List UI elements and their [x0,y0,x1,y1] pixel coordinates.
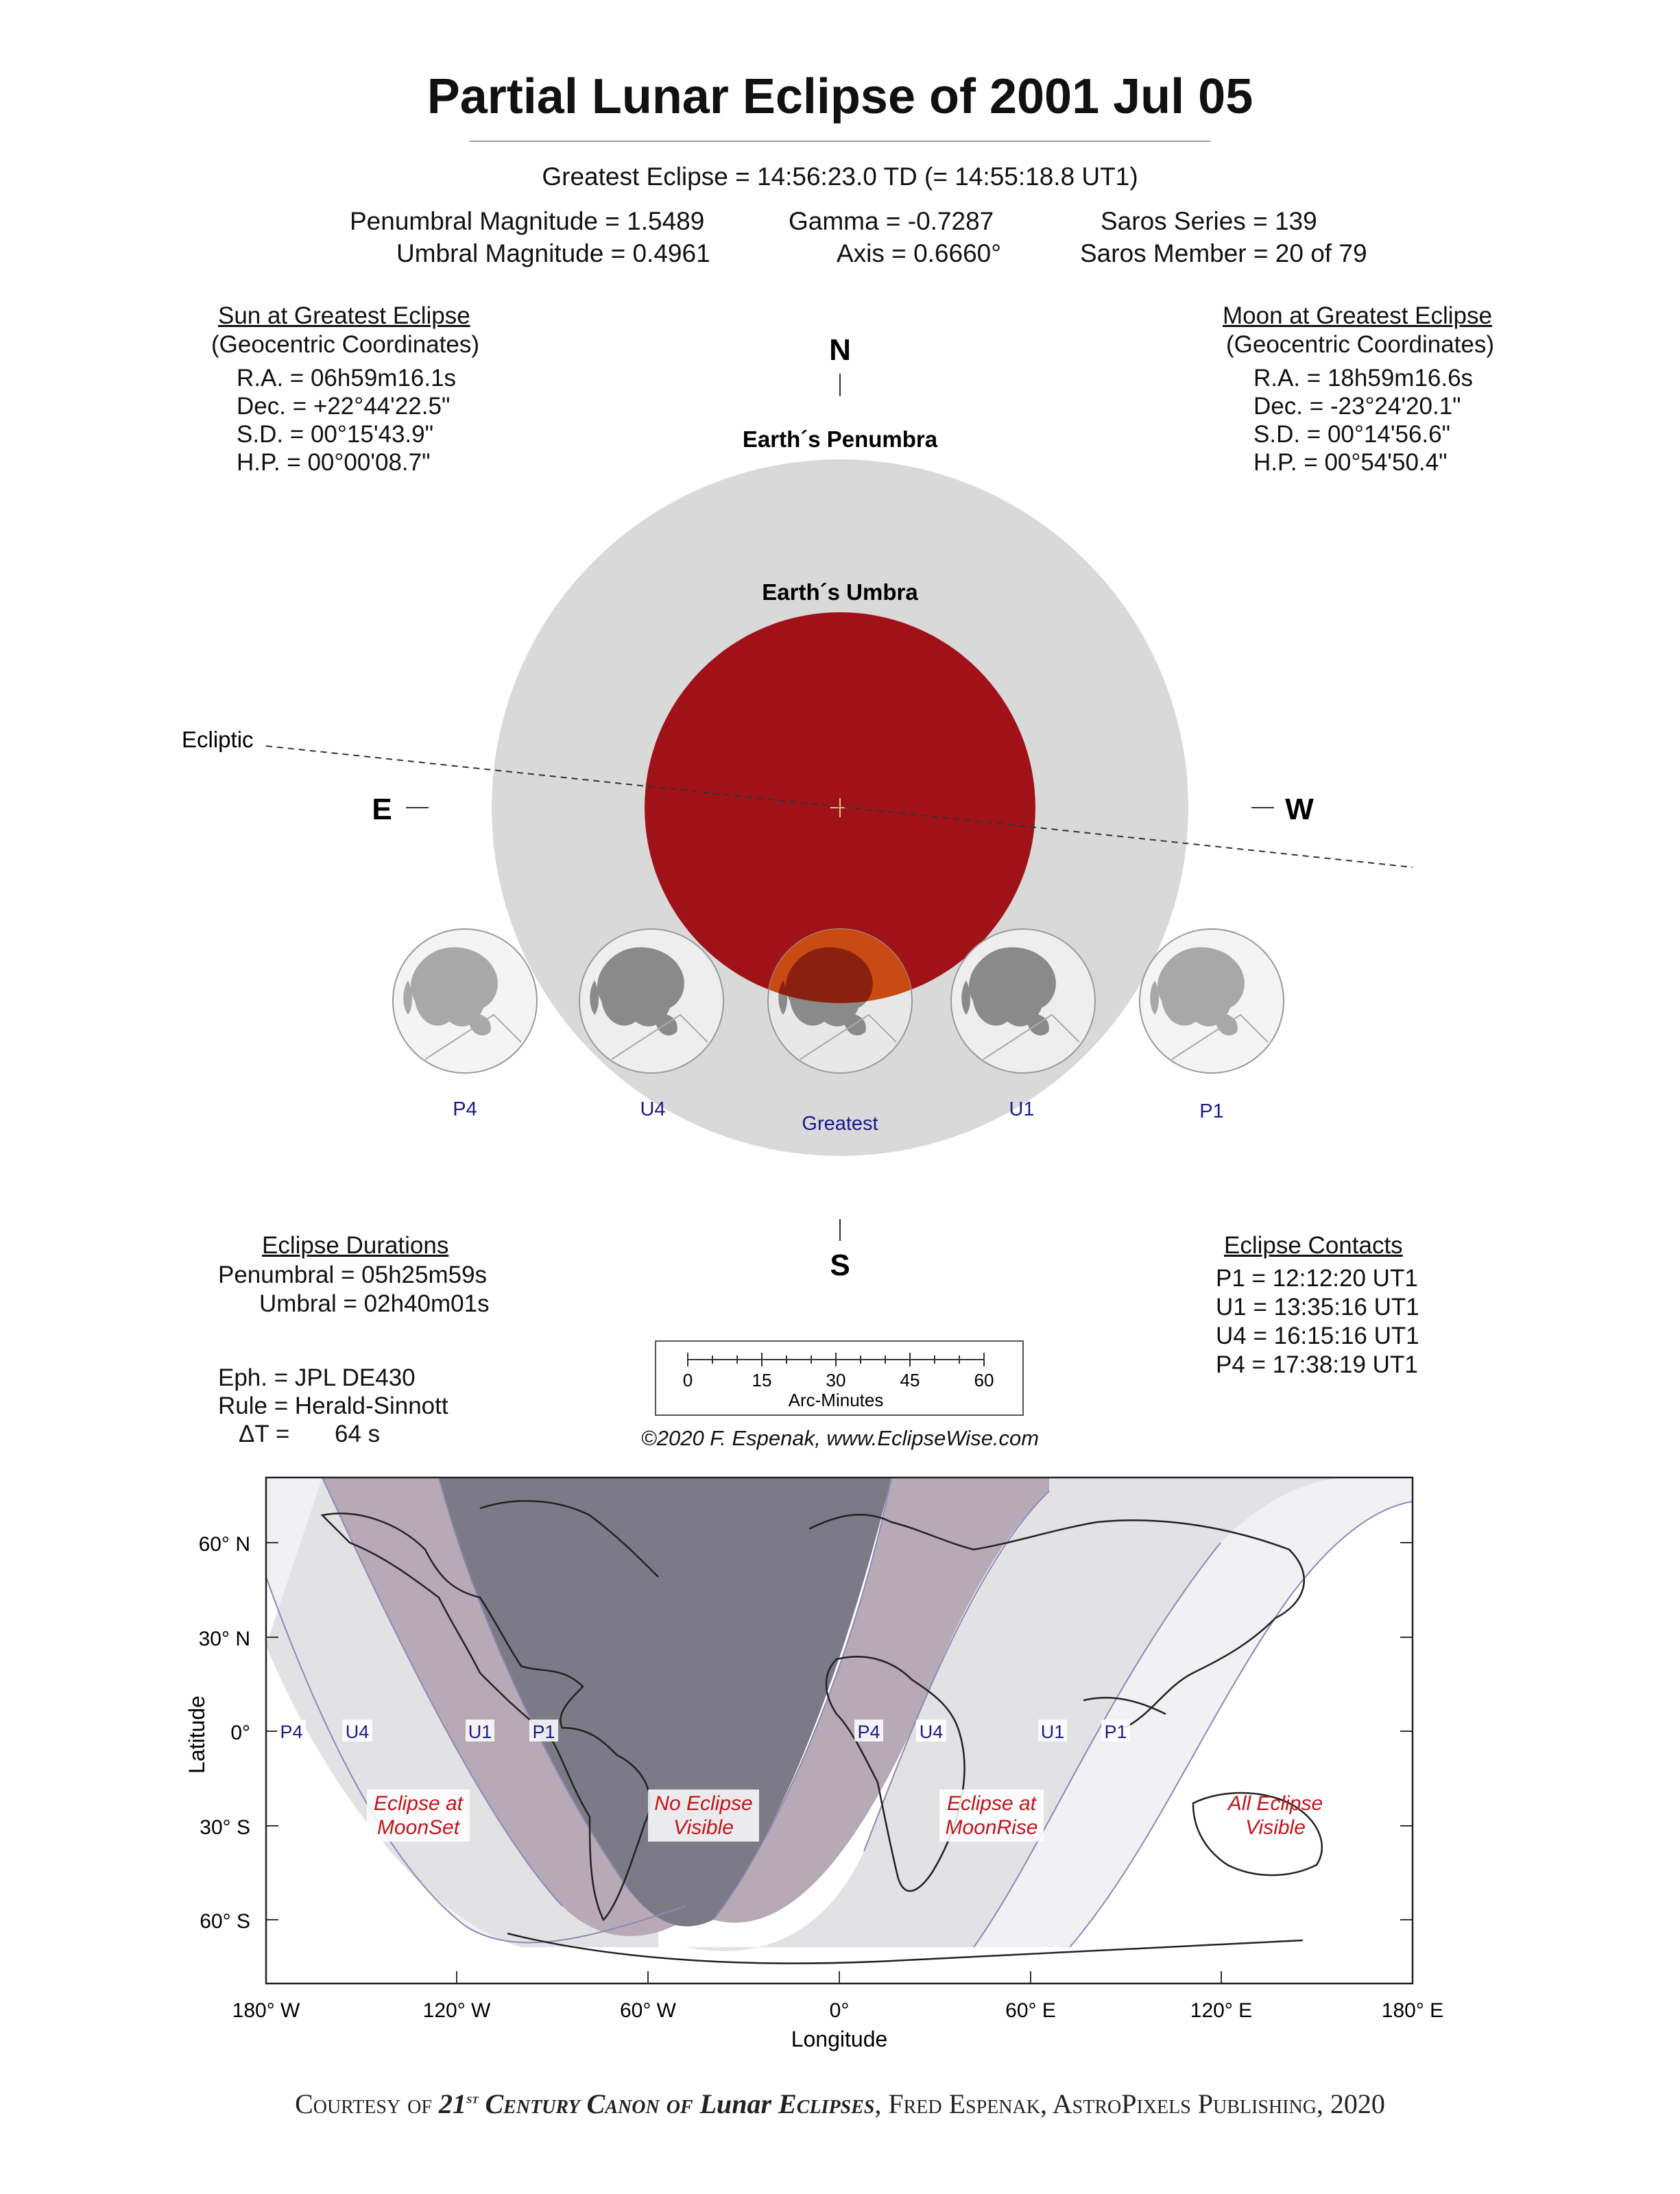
scale-label: Arc-Minutes [788,1390,884,1410]
footer-part-b-sup: st [466,2089,479,2107]
lat-tick-30s: 30° S [200,1816,250,1839]
credit: ©2020 F. Espenak, www.EclipseWise.com [640,1426,1040,1450]
scale-tick-60: 60 [974,1370,994,1390]
moon-label-p4: P4 [453,1098,477,1120]
moon-hp: H.P. = 00°54'50.4" [1253,449,1448,476]
lon-tick-180w: 180° W [232,1999,300,2022]
region-moonrise-line2: MoonRise [945,1816,1038,1839]
page-title: Partial Lunar Eclipse of 2001 Jul 05 [427,69,1253,124]
map-label-u4-w: U4 [345,1722,370,1742]
footer-part-a: Courtesy of [295,2088,439,2119]
moon-u4 [579,929,723,1073]
durations-heading: Eclipse Durations [262,1232,449,1259]
saros-member: Saros Member = 20 of 79 [1080,239,1367,267]
scale-tick-45: 45 [900,1370,920,1390]
lat-tick-60s: 60° S [200,1910,250,1933]
region-moonset-line1: Eclipse at [373,1792,464,1815]
ephemeris: Eph. = JPL DE430 [218,1364,416,1391]
sun-dec: Dec. = +22°44'22.5" [237,393,451,420]
region-all-line2: Visible [1245,1816,1306,1839]
map-label-u1-e: U1 [1040,1722,1065,1742]
moon-sd: S.D. = 00°14'56.6" [1253,421,1451,448]
lon-tick-0: 0° [829,1999,850,2022]
contact-u1: U1 = 13:35:16 UT1 [1216,1294,1419,1321]
greatest-eclipse: Greatest Eclipse = 14:56:23.0 TD (= 14:55:18.8 UT1) [542,162,1138,191]
moon-heading: Moon at Greatest Eclipse [1223,302,1492,329]
moon-p4 [393,929,537,1073]
title-divider [470,141,1210,142]
region-all-line1: All Eclipse [1227,1792,1323,1815]
sun-ra: R.A. = 06h59m16.1s [237,365,457,391]
lon-tick-120e: 120° E [1190,1999,1253,2022]
moon-subheading: (Geocentric Coordinates) [1226,331,1494,358]
map-label-u1-w: U1 [468,1722,492,1742]
penumbral-duration: Penumbral = 05h25m59s [218,1262,488,1288]
lon-tick-60w: 60° W [619,1999,677,2022]
moon-label-p1: P1 [1199,1100,1224,1122]
moon-ra: R.A. = 18h59m16.6s [1253,365,1474,391]
moon-p1 [1140,929,1284,1073]
map-label-u4-e: U4 [919,1722,944,1742]
footer-part-d: Lunar [699,2088,772,2119]
sun-sd: S.D. = 00°15'43.9" [237,421,434,448]
sun-subheading: (Geocentric Coordinates) [211,331,479,358]
gamma-value: Gamma = -0.7287 [789,207,994,235]
lat-tick-30n: 30° N [198,1628,250,1650]
footer-part-f: , Fred Espenak, AstroPixels Publishing, 2020 [874,2088,1385,2119]
umbral-duration: Umbral = 02h40m01s [259,1290,490,1317]
contacts-heading: Eclipse Contacts [1224,1232,1403,1259]
sun-hp: H.P. = 00°00'08.7" [237,449,431,476]
moon-label-u4: U4 [640,1098,666,1120]
footer-part-c: Century Canon of [478,2088,700,2119]
map-ylabel: Latitude [184,1696,209,1774]
lat-tick-0: 0° [230,1722,250,1744]
region-moonrise-line1: Eclipse at [946,1792,1037,1815]
map-label-p4-e: P4 [857,1722,880,1742]
scale-tick-30: 30 [826,1370,846,1390]
map-xlabel: Longitude [791,2027,888,2051]
umbral-magnitude: Umbral Magnitude = 0.4961 [396,239,710,267]
map-label-p1-e: P1 [1104,1722,1127,1742]
south-label: S [830,1249,850,1282]
contact-p4: P4 = 17:38:19 UT1 [1216,1351,1418,1378]
eclipse-geometry-diagram [0,322,1680,1282]
delta-t-label: ΔT = [239,1421,290,1447]
map-label-p4-w: P4 [280,1722,303,1742]
moon-label-greatest: Greatest [802,1113,878,1135]
lon-tick-120w: 120° W [422,1999,491,2022]
region-moonset-line2: MoonSet [376,1816,460,1839]
lon-tick-180e: 180° E [1381,1999,1444,2022]
moon-greatest [768,929,912,1073]
visibility-map [0,1460,1680,2064]
arc-minute-scale [655,1340,1025,1417]
footer-part-b: 21 [438,2088,466,2119]
lon-tick-60e: 60° E [1005,1999,1056,2022]
delta-t-value: 64 s [335,1421,381,1447]
rule: Rule = Herald-Sinnott [218,1393,448,1419]
lat-tick-60n: 60° N [198,1533,250,1556]
west-label: W [1285,793,1314,826]
contact-u4: U4 = 16:15:16 UT1 [1216,1323,1419,1349]
map-label-p1-w: P1 [532,1722,555,1742]
footer-part-e: Eclipses [771,2088,875,2119]
penumbra-label: Earth´s Penumbra [742,426,938,452]
north-label: N [829,333,851,367]
region-none-line2: Visible [673,1816,734,1839]
moon-dec: Dec. = -23°24'20.1" [1253,393,1461,420]
penumbral-magnitude: Penumbral Magnitude = 1.5489 [350,207,705,235]
scale-tick-0: 0 [682,1370,693,1390]
axis-value: Axis = 0.6660° [837,239,1002,267]
footer-credit [0,2088,1680,2120]
moon-label-u1: U1 [1009,1098,1035,1120]
contact-p1: P1 = 12:12:20 UT1 [1216,1265,1418,1292]
sun-heading: Sun at Greatest Eclipse [218,302,470,329]
region-none-line1: No Eclipse [654,1792,753,1815]
umbra-label: Earth´s Umbra [762,579,918,605]
saros-series: Saros Series = 139 [1101,207,1317,235]
ecliptic-label: Ecliptic [182,727,254,752]
moon-u1 [951,929,1095,1073]
east-label: E [372,793,392,826]
scale-tick-15: 15 [752,1370,772,1390]
